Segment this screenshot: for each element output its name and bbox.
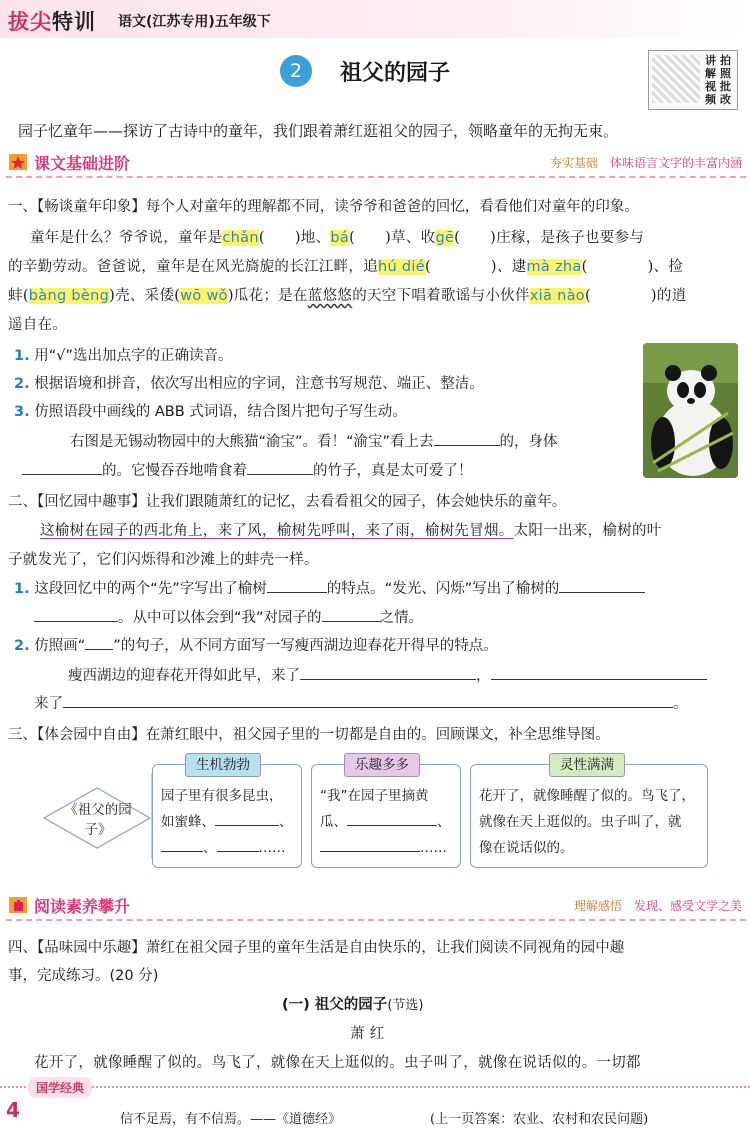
footer-quote: 信不足焉，有不信焉。——《道德经》 xyxy=(120,1112,342,1127)
mindmap-box-lively xyxy=(152,757,302,868)
box-label: 乐趣多多 xyxy=(344,753,420,777)
section-header-basics xyxy=(6,150,746,178)
answer-blank[interactable] xyxy=(217,851,259,852)
box-text: …… xyxy=(320,835,452,861)
box-text: 就像在天上逛似的。虫子叫了，就 xyxy=(479,814,682,830)
box-text: “我”在园子里摘黄 xyxy=(320,788,429,804)
q1-sub-1: 1. 用“√”选出加点字的正确读音。 xyxy=(14,348,233,364)
box-text: 如蜜蜂、 、 xyxy=(161,814,293,830)
qr-code-icon[interactable] xyxy=(652,55,700,103)
answer-blank[interactable] xyxy=(300,679,476,680)
q2-passage-line-1: 这榆树在园子的西北角上，来了风，榆树先呼叫，来了雨，榆树先冒烟。太阳一出来，榆树的叶 xyxy=(40,523,662,539)
lesson-number-badge: 2 xyxy=(280,55,312,87)
q2-sub-2-line-1: 瘦西湖边的迎春花开得如此早，来了 ， xyxy=(68,664,707,685)
panda-photo xyxy=(643,343,738,478)
qr-video-box[interactable] xyxy=(648,50,738,110)
answer-blank[interactable] xyxy=(320,851,420,852)
q2-sub-2: 2. 仿照画“ ”的句子，从不同方面写一写瘦西湖边迎春花开得早的特点。 xyxy=(14,638,498,654)
answer-blank[interactable] xyxy=(161,851,203,852)
q1-passage-line-4: 遥自在。 xyxy=(8,317,68,333)
mindmap-box-fun xyxy=(311,757,461,868)
question-1-heading: 一、【畅谈童年印象】每个人对童年的理解都不同，读爷爷和爸爸的回忆，看看他们对童年的印象。 xyxy=(8,199,639,215)
question-3-heading: 三、【体会园中自由】在萧红眼中，祖父园子里的一切都是自由的。回顾课文，补全思维导图。 xyxy=(8,727,610,743)
top-banner xyxy=(0,0,750,38)
side-label-grading: 拍照批改 xyxy=(720,54,731,106)
box-label: 灵性满满 xyxy=(549,753,625,777)
q2-sub-1-line-1: 1. 这段回忆中的两个“先”字写出了榆树 的特点。“发光、闪烁”写出了榆树的 xyxy=(14,577,645,598)
section-header-reading xyxy=(6,893,746,921)
question-2-heading: 二、【回忆园中趣事】让我们跟随萧红的记忆，去看看祖父的园子，体会她快乐的童年。 xyxy=(8,494,567,510)
answer-blank[interactable] xyxy=(22,474,102,475)
lesson-intro: 园子忆童年——探访了古诗中的童年，我们跟着萧红逛祖父的园子，领略童年的无拘无束。 xyxy=(18,122,619,140)
star-flag-icon xyxy=(8,152,30,172)
answer-blank[interactable] xyxy=(559,592,645,593)
answer-blank[interactable] xyxy=(322,621,380,622)
section-tag: 理解感悟 发现、感受文学之美 xyxy=(573,899,742,913)
box-text: 瓜、 、 xyxy=(320,814,451,830)
hand-flag-icon xyxy=(8,895,30,915)
question-4-heading: 四、【品味园中乐趣】萧红在祖父园子里的童年生活是自由快乐的，让我们阅读不同视角的园中趣 xyxy=(8,940,625,956)
previous-page-answer: (上一页答案：农业、农村和农民问题) xyxy=(430,1112,649,1127)
classics-badge: 国学经典 xyxy=(28,1077,92,1098)
section-tag: 夯实基础 体味语言文字的丰富内涵 xyxy=(549,156,742,170)
answer-blank[interactable] xyxy=(434,445,500,446)
q1-sub-3: 3. 仿照语段中画线的 ABB 式词语，结合图片把句子写生动。 xyxy=(14,404,407,420)
box-text: 花开了，就像睡醒了似的。鸟飞了， xyxy=(479,788,695,804)
footer-divider xyxy=(0,1086,750,1088)
q1-sub-3-line-2: 的。它慢吞吞地啃食着 的竹子，真是太可爱了！ xyxy=(22,459,473,480)
answer-blank[interactable] xyxy=(34,621,118,622)
answer-blank[interactable] xyxy=(247,474,313,475)
q1-passage-line-1: 童年是什么？爷爷说，童年是chǎn( )地、bá( )草、收gē( )庄稼，是孩子也要参与 xyxy=(30,230,645,246)
page-number: 4 xyxy=(6,1098,20,1122)
side-label-video: 讲解视频 xyxy=(705,54,716,106)
q1-passage-line-2: 的辛勤劳动。爸爸说，童年是在风光旖旎的长江江畔，追hú dié( )、逮mà zha( )、捡 xyxy=(8,259,684,275)
answer-blank[interactable] xyxy=(347,825,437,826)
brand-logo: 拔尖特训 xyxy=(8,10,96,34)
q2-sub-1-line-2: 。从中可以体会到“我”对园子的 之情。 xyxy=(34,606,423,627)
mindmap-box-spirit xyxy=(470,757,708,868)
passage-author: 萧 红 xyxy=(350,1026,385,1042)
q1-sub-2: 2. 根据语境和拼音，依次写出相应的字词，注意书写规范、端正、整洁。 xyxy=(14,376,484,392)
answer-blank[interactable] xyxy=(63,707,673,708)
section-title: 阅读素养攀升 xyxy=(34,897,131,916)
mindmap-center-text: 《祖父的园子》 xyxy=(64,802,132,838)
q1-passage-line-3: 蚌(bàng bèng)壳、采倭(wō wǒ)瓜花；是在蓝悠悠的天空下唱着歌谣与小伙伴xiā nào( )的逍 xyxy=(8,288,687,304)
box-text: 园子里有很多昆虫， xyxy=(161,788,283,804)
q2-passage-line-2: 子就发光了，它们闪烁得和沙滩上的蚌壳一样。 xyxy=(8,552,319,568)
passage-subtitle: (一) 祖父的园子(节选) xyxy=(282,997,424,1013)
answer-blank[interactable] xyxy=(267,592,327,593)
box-label: 生机勃勃 xyxy=(185,753,261,777)
lesson-title: 祖父的园子 xyxy=(340,61,451,86)
book-subject: 语文(江苏专用)五年级下 xyxy=(118,14,271,30)
question-4-heading-cont: 事，完成练习。(20 分) xyxy=(8,968,159,984)
answer-blank[interactable] xyxy=(491,679,707,680)
box-text: 像在说话似的。 xyxy=(479,840,574,856)
box-text: 、 …… xyxy=(161,835,293,861)
answer-blank[interactable] xyxy=(215,825,279,826)
q1-sub-3-line-1: 右图是无锡动物园中的大熊猫“渝宝”。看！“渝宝”看上去 的，身体 xyxy=(70,434,558,450)
q2-sub-2-line-2: 来了 。 xyxy=(34,696,688,712)
section-title: 课文基础进阶 xyxy=(34,154,131,173)
passage-line-1: 花开了，就像睡醒了似的。鸟飞了，就像在天上逛似的。虫子叫了，就像在说话似的。一切都 xyxy=(34,1055,641,1071)
